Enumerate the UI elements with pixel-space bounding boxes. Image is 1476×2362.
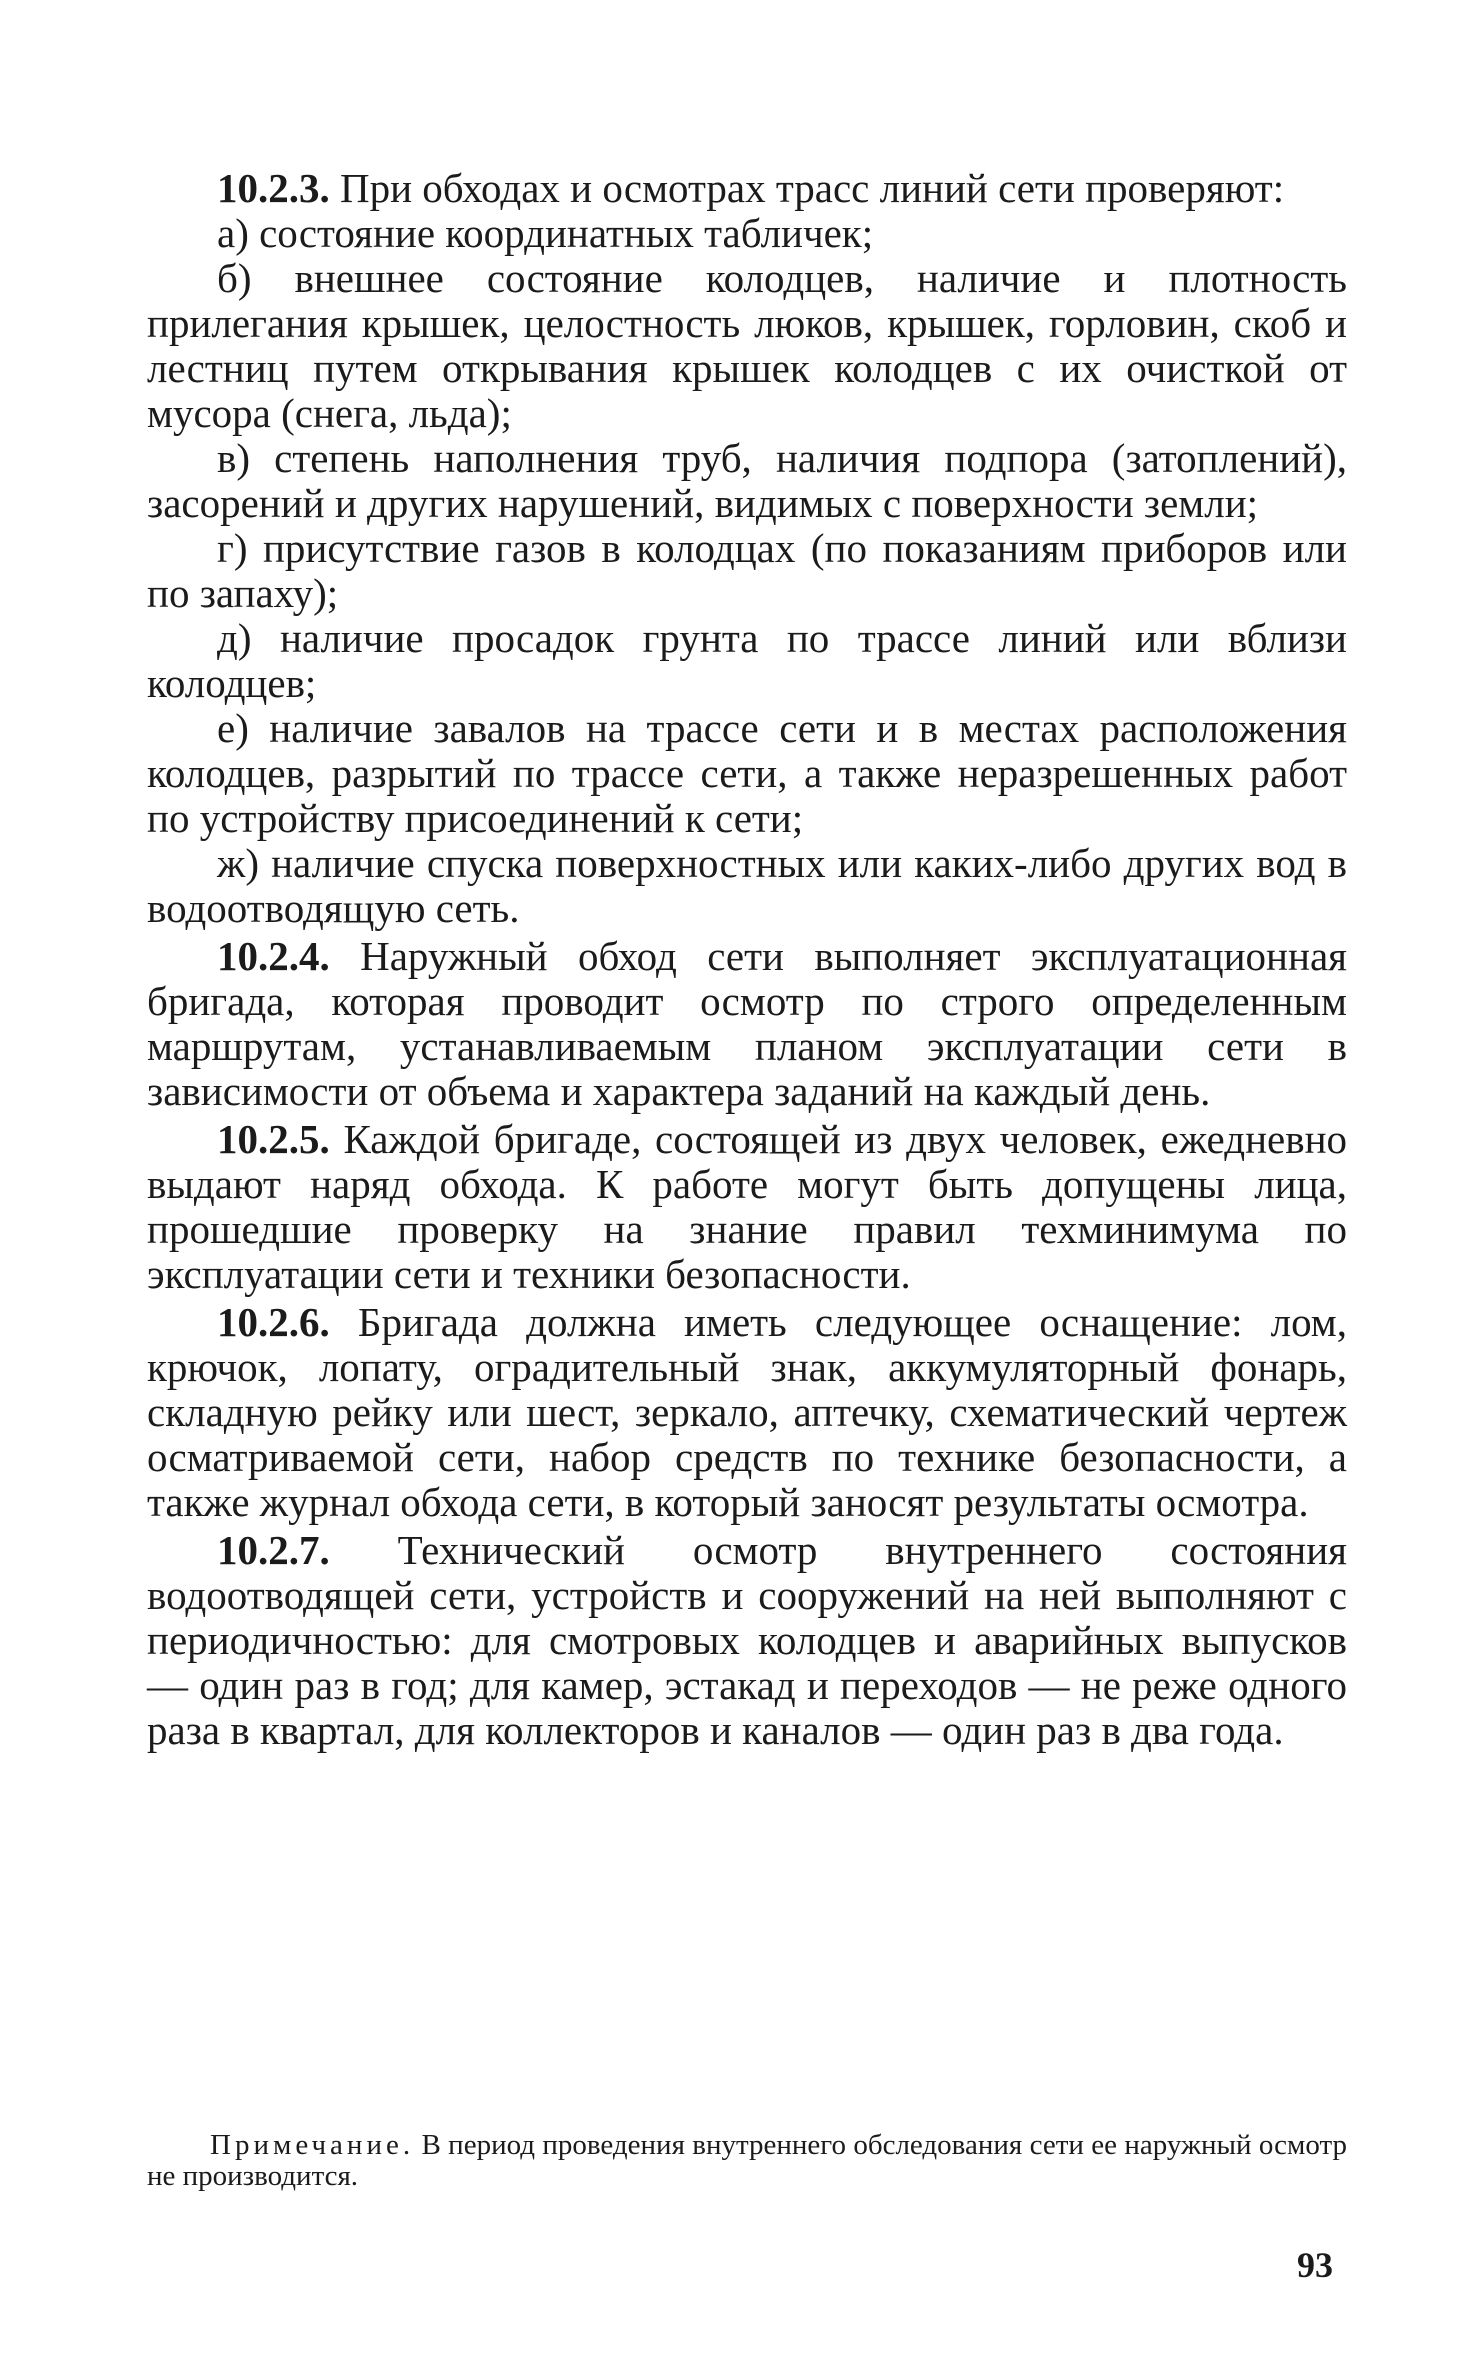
list-item: б) внешнее состояние колодцев, наличие и плотность прилегания крышек, целостность люков, крышек, горловин, скоб и лестниц путем открывания крышек колодцев с их очисткой от мусора (снега, льда); xyxy=(147,255,1347,436)
list-item: д) наличие просадок грунта по трассе линий или вблизи колодцев; xyxy=(147,615,1347,706)
section-10-2-7 xyxy=(147,1528,1347,1753)
note-label: Примечание. xyxy=(210,2129,415,2161)
list-item: е) наличие завалов на трассе сети и в местах расположения колодцев, разрытий по трассе сети, а также неразрешенных работ по устройству присоединений к сети; xyxy=(147,705,1347,841)
list-item: в) степень наполнения труб, наличия подпора (затоплений), засорений и других нарушений, видимых с поверхности земли; xyxy=(147,435,1347,526)
list-item: ж) наличие спуска поверхностных или каких-либо других вод в водоотводящую сеть. xyxy=(147,840,1347,931)
section-10-2-5 xyxy=(147,1117,1347,1297)
note-text: В период проведения внутреннего обследования сети ее наружный осмотр не производится. xyxy=(147,2129,1348,2192)
footnote xyxy=(147,2130,1347,2192)
list-item: г) присутствие газов в колодцах (по показаниям приборов или по запаху); xyxy=(147,525,1347,616)
section-text: Наружный обход сети выполняет эксплуатационная бригада, которая проводит осмотр по строго определенным маршрутам, устанавливаемым планом эксплуатации сети в зависимости от объема и характера заданий на каждый день. xyxy=(147,933,1347,1114)
section-number: 10.2.5. xyxy=(217,1116,330,1162)
section-number: 10.2.6. xyxy=(217,1299,330,1345)
main-text xyxy=(147,166,1347,1753)
section-number: 10.2.4. xyxy=(217,933,330,979)
section-10-2-6 xyxy=(147,1300,1347,1525)
list-item: а) состояние координатных табличек; xyxy=(217,210,874,256)
section-number: 10.2.7. xyxy=(217,1527,330,1573)
section-number: 10.2.3. xyxy=(217,165,330,211)
page-number: 93 xyxy=(1297,2245,1333,2285)
section-text: Технический осмотр внутреннего состояния водоотводящей сети, устройств и сооружений на ней выполняют с периодичностью: для смотровых колодцев и аварийных выпусков — один раз в год; для камер, эстакад и переходов — не реже одного раза в квартал, для коллекторов и каналов — один раз в два года. xyxy=(147,1527,1347,1753)
section-text: Бригада должна иметь следующее оснащение: лом, крючок, лопату, оградительный знак, аккумуляторный фонарь, складную рейку или шест, зеркало, аптечку, схематический чертеж осматриваемой сети, набор средств по технике безопасности, а также журнал обхода сети, в который заносят результаты осмотра. xyxy=(147,1299,1348,1525)
section-intro: При обходах и осмотрах трасс линий сети проверяют: xyxy=(340,165,1285,211)
section-text: Каждой бригаде, состоящей из двух человек, ежедневно выдают наряд обхода. К работе могут быть допущены лица, прошедшие проверку на знание правил техминимума по эксплуатации сети и техники безопасности. xyxy=(147,1116,1348,1297)
section-10-2-4 xyxy=(147,934,1347,1114)
section-10-2-3 xyxy=(147,166,1347,211)
